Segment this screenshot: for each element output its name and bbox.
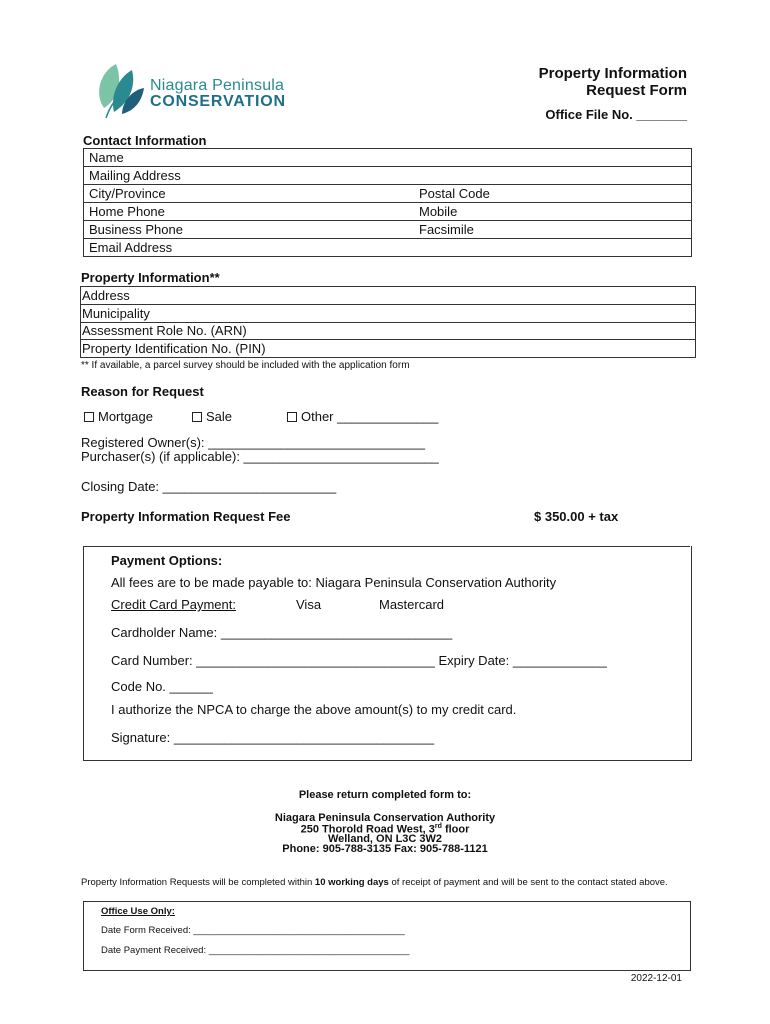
return-city: Welland, ON L3C 3W2 bbox=[327, 833, 443, 845]
return-phone: Phone: 905-788-3135 Fax: 905-788-1121 bbox=[282, 843, 488, 855]
street-text: 250 Thorold Road West, 3 bbox=[300, 823, 435, 836]
city-province-field[interactable]: City/Province bbox=[89, 186, 166, 201]
card-number-field[interactable]: Card Number: _________________________________ Expiry Date: _____________ bbox=[111, 653, 607, 668]
code-no-field[interactable]: Code No. ______ bbox=[111, 679, 213, 694]
contact-table bbox=[83, 148, 692, 257]
name-field[interactable]: Name bbox=[89, 150, 124, 165]
credit-card-label: Credit Card Payment: bbox=[111, 597, 236, 612]
email-field[interactable]: Email Address bbox=[89, 240, 173, 255]
return-org: Niagara Peninsula Conservation Authority bbox=[274, 812, 496, 824]
title-line2: Request Form bbox=[586, 82, 687, 99]
date-payment-received-field[interactable]: Date Payment Received: ______________________________________ bbox=[101, 945, 410, 956]
purchasers-field[interactable]: Purchaser(s) (if applicable): ___________________________ bbox=[81, 449, 439, 464]
office-use-box bbox=[83, 901, 691, 971]
revision-date: 2022-12-01 bbox=[630, 973, 682, 984]
pin-field[interactable]: Property Identification No. (PIN) bbox=[82, 341, 266, 356]
logo-line1: Niagara Peninsula bbox=[150, 77, 285, 94]
street-superscript: rd bbox=[434, 823, 442, 830]
closing-date-field[interactable]: Closing Date: ________________________ bbox=[81, 479, 337, 494]
facsimile-field[interactable]: Facsimile bbox=[419, 222, 474, 237]
notice-post: of receipt of payment and will be sent to the contact stated above. bbox=[388, 877, 668, 888]
mortgage-option[interactable] bbox=[84, 409, 153, 424]
completion-notice bbox=[81, 877, 668, 888]
visa-option[interactable]: Visa bbox=[296, 597, 322, 612]
payment-heading: Payment Options: bbox=[111, 553, 223, 568]
return-heading: Please return completed form to: bbox=[298, 789, 472, 801]
signature-field[interactable]: Signature: ____________________________________ bbox=[111, 730, 435, 745]
authorization-text: I authorize the NPCA to charge the above amount(s) to my credit card. bbox=[111, 702, 517, 717]
office-use-heading: Office Use Only: bbox=[101, 906, 175, 917]
sale-label: Sale bbox=[206, 409, 233, 424]
fee-amount: $ 350.00 + tax bbox=[534, 509, 619, 524]
other-option[interactable] bbox=[287, 409, 438, 424]
contact-heading: Contact Information bbox=[83, 133, 207, 148]
form-title bbox=[437, 65, 687, 99]
other-label: Other ______________ bbox=[301, 409, 439, 424]
notice-bold: 10 working days bbox=[314, 877, 389, 888]
office-file-number: Office File No. _______ bbox=[545, 107, 687, 122]
cardholder-name-field[interactable]: Cardholder Name: ________________________________ bbox=[111, 625, 453, 640]
street-floor: floor bbox=[441, 823, 470, 836]
date-form-received-field[interactable]: Date Form Received: ________________________________________ bbox=[101, 925, 405, 936]
property-table bbox=[80, 286, 696, 358]
mailing-address-field[interactable]: Mailing Address bbox=[89, 168, 181, 183]
sale-option[interactable] bbox=[192, 409, 232, 424]
notice-pre: Property Information Requests will be completed within bbox=[81, 877, 315, 888]
parcel-survey-note: ** If available, a parcel survey should be included with the application form bbox=[81, 360, 410, 371]
logo-line2: CONSERVATION bbox=[150, 93, 286, 110]
municipality-field[interactable]: Municipality bbox=[82, 306, 150, 321]
mortgage-label: Mortgage bbox=[98, 409, 153, 424]
sale-checkbox[interactable] bbox=[192, 412, 202, 422]
postal-code-field[interactable]: Postal Code bbox=[419, 186, 490, 201]
business-phone-field[interactable]: Business Phone bbox=[89, 222, 183, 237]
arn-field[interactable]: Assessment Role No. (ARN) bbox=[82, 323, 247, 338]
registered-owners-field[interactable]: Registered Owner(s): ______________________________ bbox=[81, 435, 426, 450]
mastercard-option[interactable]: Mastercard bbox=[379, 597, 445, 612]
property-heading: Property Information** bbox=[81, 270, 220, 285]
address-field[interactable]: Address bbox=[82, 288, 130, 303]
other-checkbox[interactable] bbox=[287, 412, 297, 422]
home-phone-field[interactable]: Home Phone bbox=[89, 204, 165, 219]
fee-label: Property Information Request Fee bbox=[81, 509, 291, 524]
mortgage-checkbox[interactable] bbox=[84, 412, 94, 422]
title-line1: Property Information bbox=[538, 65, 687, 82]
payable-to-text: All fees are to be made payable to: Niagara Peninsula Conservation Authority bbox=[111, 575, 557, 590]
mobile-field[interactable]: Mobile bbox=[419, 204, 458, 219]
reason-heading: Reason for Request bbox=[81, 384, 204, 399]
